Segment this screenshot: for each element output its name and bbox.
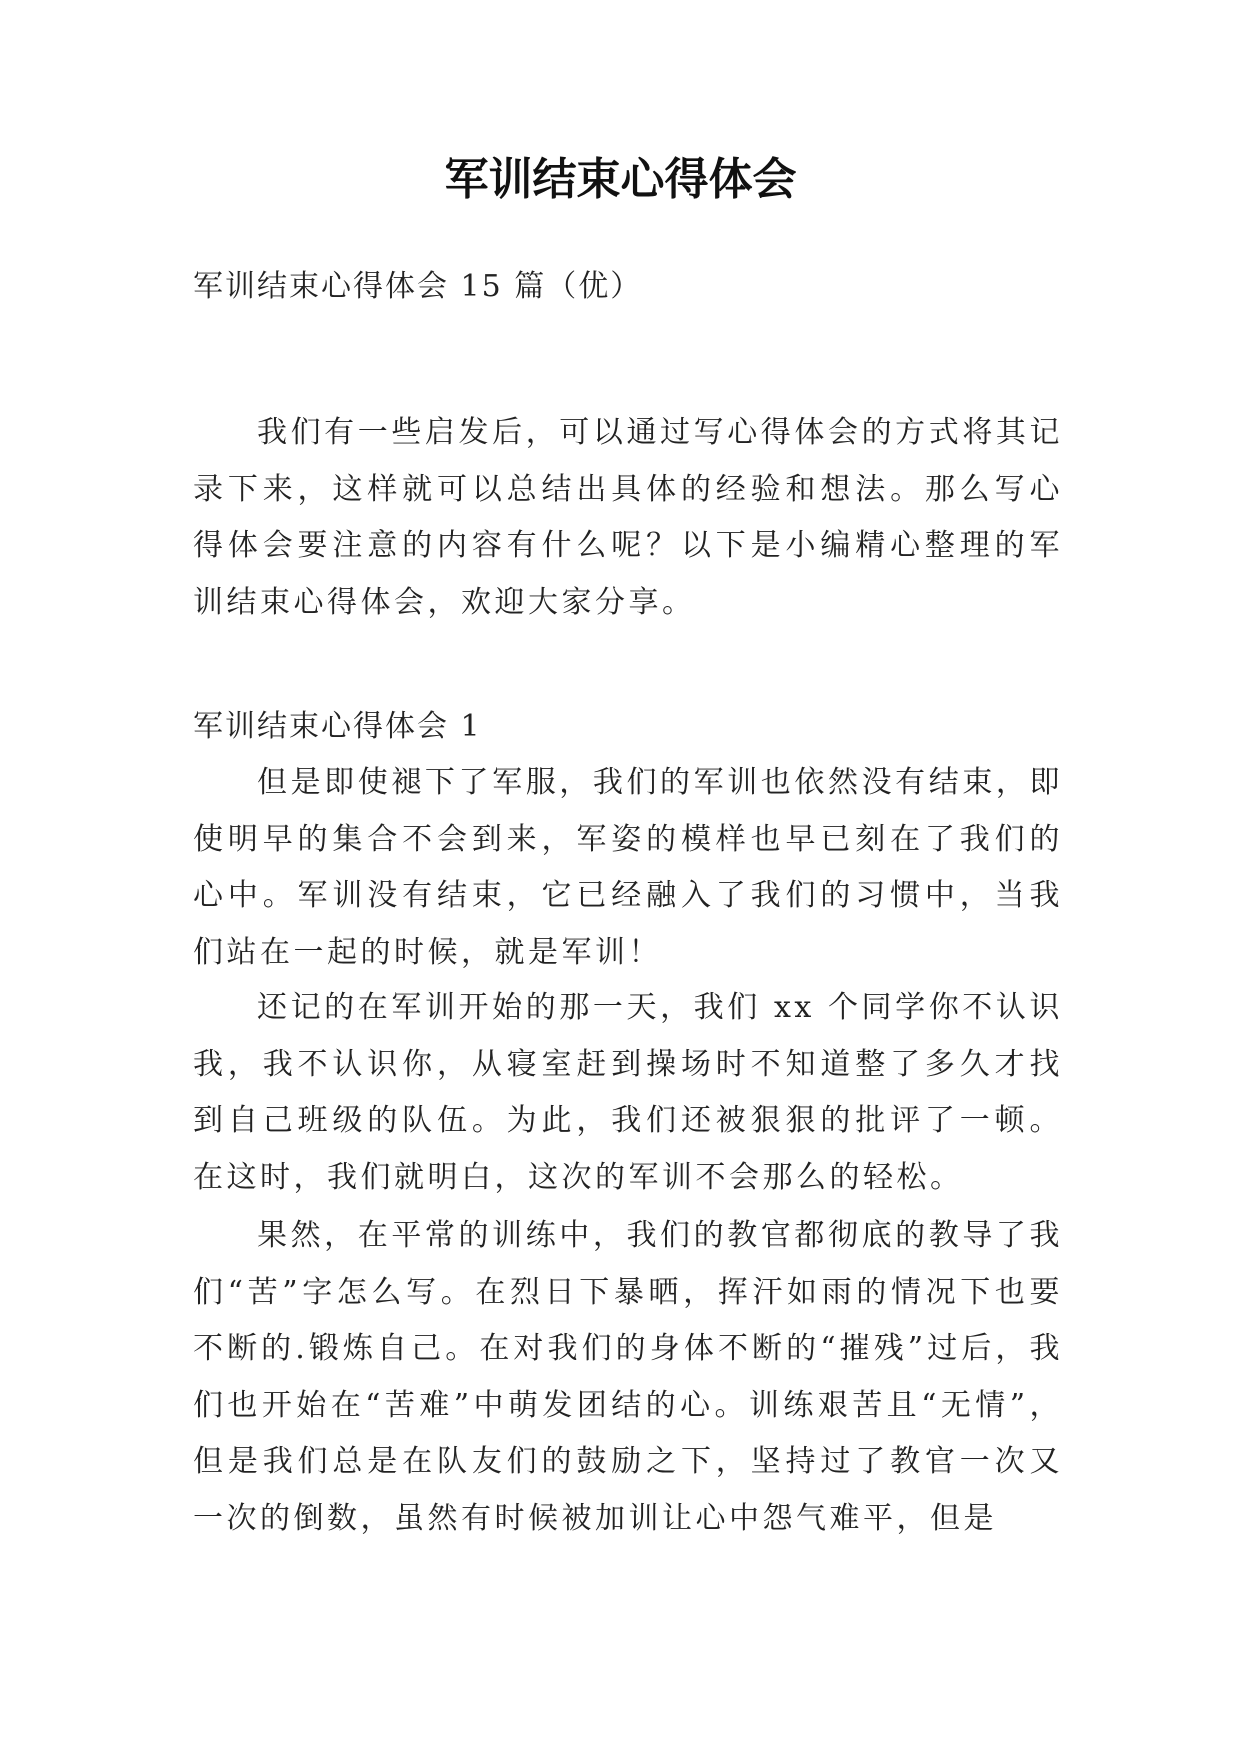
section-heading: 军训结束心得体会 1 [193,709,482,744]
body-paragraph: 果然，在平常的训练中，我们的教官都彻底的教导了我们“苦”字怎么写。在烈日下暴晒，挥汗如雨的情况下也要不断的.锻炼自己。在对我们的身体不断的“摧残”过后，我们也开始在“苦难”中萌发团结的心。训练艰苦且“无情”，但是我们总是在队友们的鼓励之下，坚持过了教官一次又一次的倒数，虽然有时候被加训让心中怨气难平，但是 [193,1218,1063,1536]
body-paragraph: 还记的在军训开始的那一天，我们 xx 个同学你不认识我，我不认识你，从寝室赶到操场时不知道整了多久才找到自己班级的队伍。为此，我们还被狠狠的批评了一顿。在这时，我们就明白，这次的军训不会那么的轻松。 [193,990,1063,1195]
document-subtitle: 军训结束心得体会 15 篇（优） [193,269,643,304]
intro-paragraph: 我们有一些启发后，可以通过写心得体会的方式将其记录下来，这样就可以总结出具体的经验和想法。那么写心得体会要注意的内容有什么呢？以下是小编精心整理的军训结束心得体会，欢迎大家分享。 [193,415,1063,620]
document-title: 军训结束心得体会 [444,154,797,205]
body-paragraph: 但是即使褪下了军服，我们的军训也依然没有结束，即使明早的集合不会到来，军姿的模样也早已刻在了我们的心中。军训没有结束，它已经融入了我们的习惯中，当我们站在一起的时候，就是军训！ [193,765,1063,970]
